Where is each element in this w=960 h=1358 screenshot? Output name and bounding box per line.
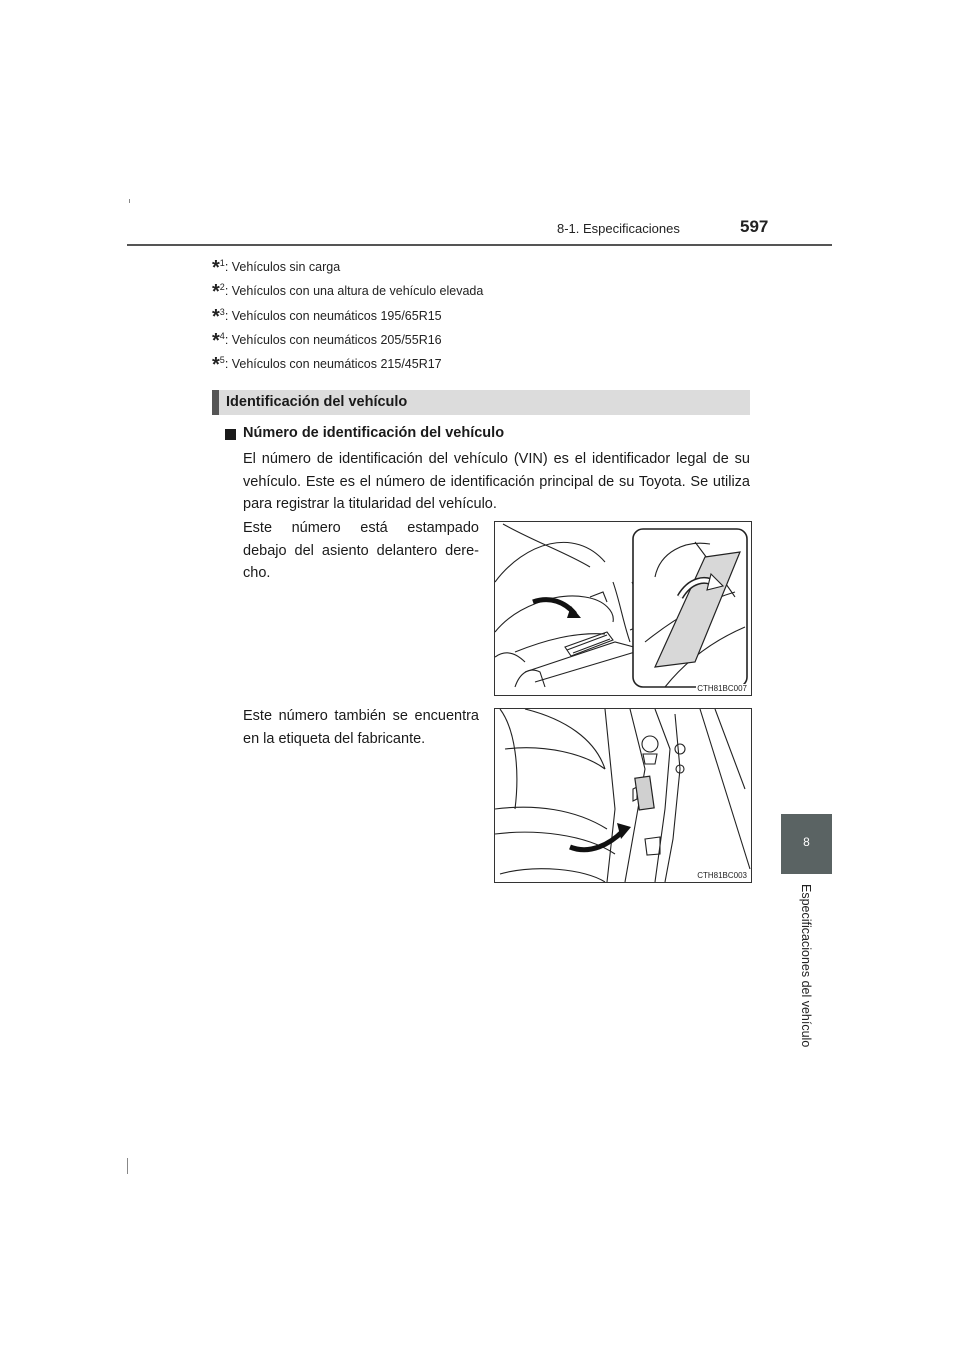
section-title: Identificación del vehículo — [226, 394, 408, 410]
footnote-text: : Vehículos con una altura de vehículo elevada — [224, 284, 484, 298]
figure-vin-manufacturer-label — [494, 708, 752, 883]
page-number: 597 — [740, 217, 769, 236]
door-pillar-illustration — [495, 709, 751, 882]
asterisk-icon: * — [212, 281, 220, 303]
figure-code: CTH81BC003 — [697, 871, 747, 880]
footnote-text: : Vehículos sin carga — [224, 260, 341, 274]
running-header-section: 8-1. Especificaciones — [557, 221, 680, 236]
crop-mark — [129, 199, 130, 203]
chapter-title-vertical: Especificaciones del vehículo — [799, 884, 813, 1048]
section-heading-bar — [212, 390, 750, 415]
square-bullet-icon — [225, 429, 236, 440]
paragraph-vin-definition: El número de identificación del vehículo (VIN) es el identificador legal de su vehículo. Este es el número de identificación principal de su Toyota. Se utiliza para registrar la titularidad del vehículo. — [243, 451, 750, 512]
figure-code: CTH81BC007 — [697, 684, 747, 693]
chapter-side-title — [781, 884, 832, 1054]
footnote-text: : Vehículos con neumáticos 195/65R15 — [224, 309, 442, 323]
seat-vin-illustration — [495, 522, 751, 695]
subsection-title: Número de identificación del vehículo — [243, 425, 505, 441]
footnote-number: 3 — [219, 306, 225, 317]
footnote-number: 4 — [219, 330, 225, 341]
header-rule — [127, 244, 832, 246]
chapter-number: 8 — [803, 835, 810, 849]
footnote-number: 1 — [219, 257, 225, 268]
footnote — [212, 303, 442, 326]
asterisk-icon: * — [212, 330, 220, 352]
footnote — [212, 254, 340, 277]
chapter-tab[interactable] — [781, 814, 832, 874]
asterisk-icon: * — [212, 306, 220, 328]
asterisk-icon: * — [212, 354, 220, 376]
section-heading-edge — [212, 390, 219, 415]
paragraph-vin-location-seat: Este número está estampado debajo del asiento delantero dere-cho. — [243, 520, 479, 581]
footnote-text: : Vehículos con neumáticos 205/55R16 — [224, 333, 442, 347]
asterisk-icon: * — [212, 257, 220, 279]
figure-vin-under-seat — [494, 521, 752, 696]
footnote-number: 5 — [219, 354, 225, 365]
footnote — [212, 278, 483, 301]
crop-mark — [127, 1158, 128, 1174]
footnote-text: : Vehículos con neumáticos 215/45R17 — [224, 357, 442, 371]
footnote — [212, 327, 442, 350]
footnote — [212, 351, 442, 374]
paragraph-vin-location-label: Este número también se encuentra en la etiqueta del fabricante. — [243, 708, 479, 747]
footnote-number: 2 — [219, 281, 225, 292]
